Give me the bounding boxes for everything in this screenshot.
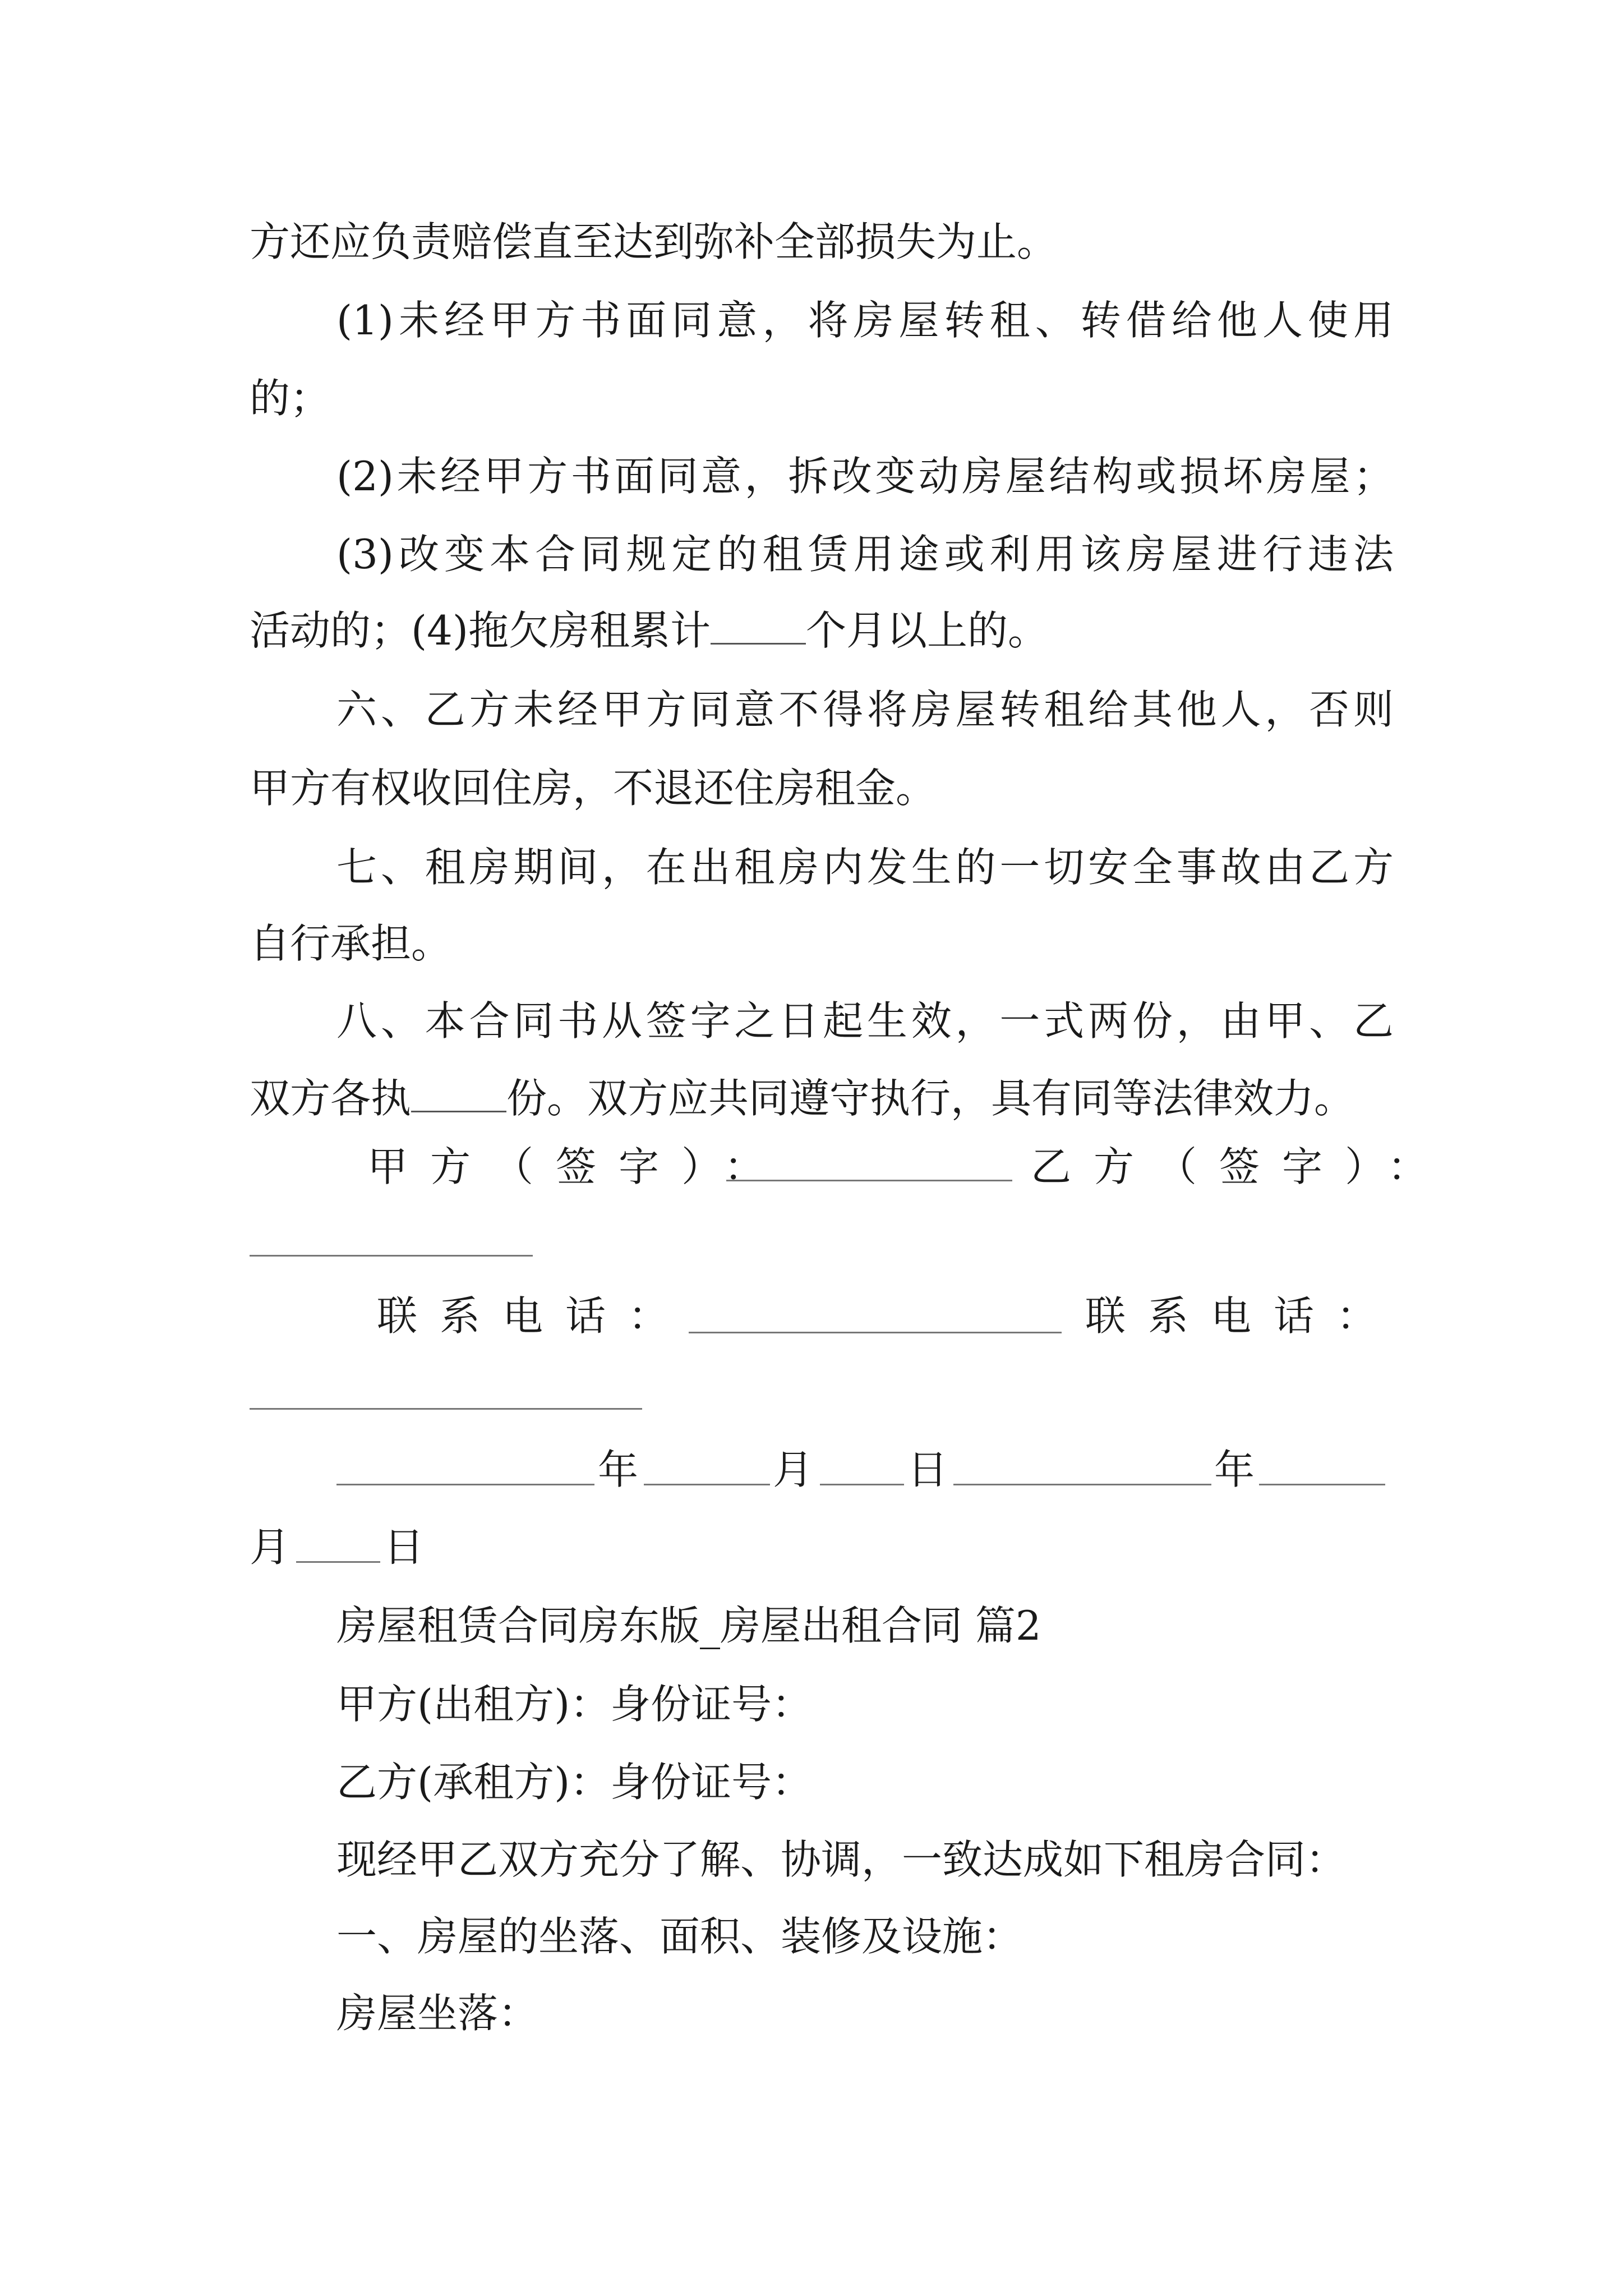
party-b-phone-label: 联系电话：: [1085, 1292, 1400, 1340]
article-8-continuation: [250, 1071, 1394, 1125]
clause-4-line: [250, 604, 1394, 657]
party-b-day-field[interactable]: [296, 1561, 380, 1563]
party-b-signature-label: 乙方（签字）：: [1031, 1143, 1451, 1190]
party-b-phone-field[interactable]: [250, 1408, 642, 1410]
party-a-phone-label: 联系电话：: [377, 1292, 691, 1340]
clause-4-text-a: 活动的；(4)拖欠房租累计: [250, 607, 711, 654]
clause-1-line: (1)未经甲方书面同意，将房屋转租、转借给他人使用: [336, 297, 1394, 344]
lessee-line: 乙方(承租方)：身份证号：: [336, 1759, 813, 1806]
party-a-signature-label: 甲方（签字）：: [367, 1143, 787, 1190]
clause-1-continuation: 的；: [250, 375, 331, 422]
party-a-day-field[interactable]: [820, 1484, 904, 1485]
article-8-text-a: 双方各执: [250, 1075, 412, 1122]
party-a-phone-field[interactable]: [689, 1332, 1062, 1333]
article-7-line: 七、租房期间，在出租房内发生的一切安全事故由乙方: [336, 844, 1394, 891]
section-2-title: 房屋租赁合同房东版_房屋出租合同 篇2: [336, 1602, 1041, 1649]
lessor-line: 甲方(出租方)：身份证号：: [336, 1681, 813, 1728]
party-a-month-field[interactable]: [644, 1484, 770, 1485]
party-b-year-field[interactable]: [953, 1484, 1211, 1485]
article-8-text-b: 份。双方应共同遵守执行，具有同等法律效力。: [506, 1075, 1355, 1122]
location-line: 房屋坐落：: [336, 1990, 539, 2037]
item-1-heading: 一、房屋的坐落、面积、装修及设施：: [336, 1913, 1023, 1960]
month-label-b: 月: [250, 1524, 291, 1571]
year-label-b: 年: [1214, 1446, 1255, 1493]
clause-3-line: (3)改变本合同规定的租赁用途或利用该房屋进行违法: [336, 531, 1394, 578]
party-a-year-field[interactable]: [336, 1484, 594, 1485]
paragraph-line: 方还应负责赔偿直至达到弥补全部损失为止。: [250, 218, 1058, 265]
day-label-a: 日: [907, 1446, 948, 1493]
article-7-continuation: 自行承担。: [250, 920, 452, 967]
clause-4-text-b: 个月以上的。: [806, 607, 1049, 654]
party-a-signature-field[interactable]: [726, 1180, 1012, 1181]
article-6-line: 六、乙方未经甲方同意不得将房屋转租给其他人，否则: [336, 686, 1394, 733]
article-6-continuation: 甲方有权收回住房，不退还住房租金。: [250, 765, 937, 812]
intro-line: 现经甲乙双方充分了解、协调，一致达成如下租房合同：: [336, 1836, 1347, 1883]
month-label-a: 月: [773, 1446, 814, 1493]
party-b-month-field[interactable]: [1259, 1484, 1385, 1485]
article-8-line: 八、本合同书从签字之日起生效，一式两份，由甲、乙: [336, 997, 1394, 1045]
day-label-b: 日: [384, 1524, 425, 1571]
year-label-a: 年: [598, 1446, 639, 1493]
months-blank[interactable]: [711, 604, 806, 645]
party-b-signature-field[interactable]: [250, 1255, 533, 1257]
copies-blank[interactable]: [411, 1071, 506, 1112]
clause-2-line: (2)未经甲方书面同意，拆改变动房屋结构或损坏房屋；: [336, 453, 1394, 500]
